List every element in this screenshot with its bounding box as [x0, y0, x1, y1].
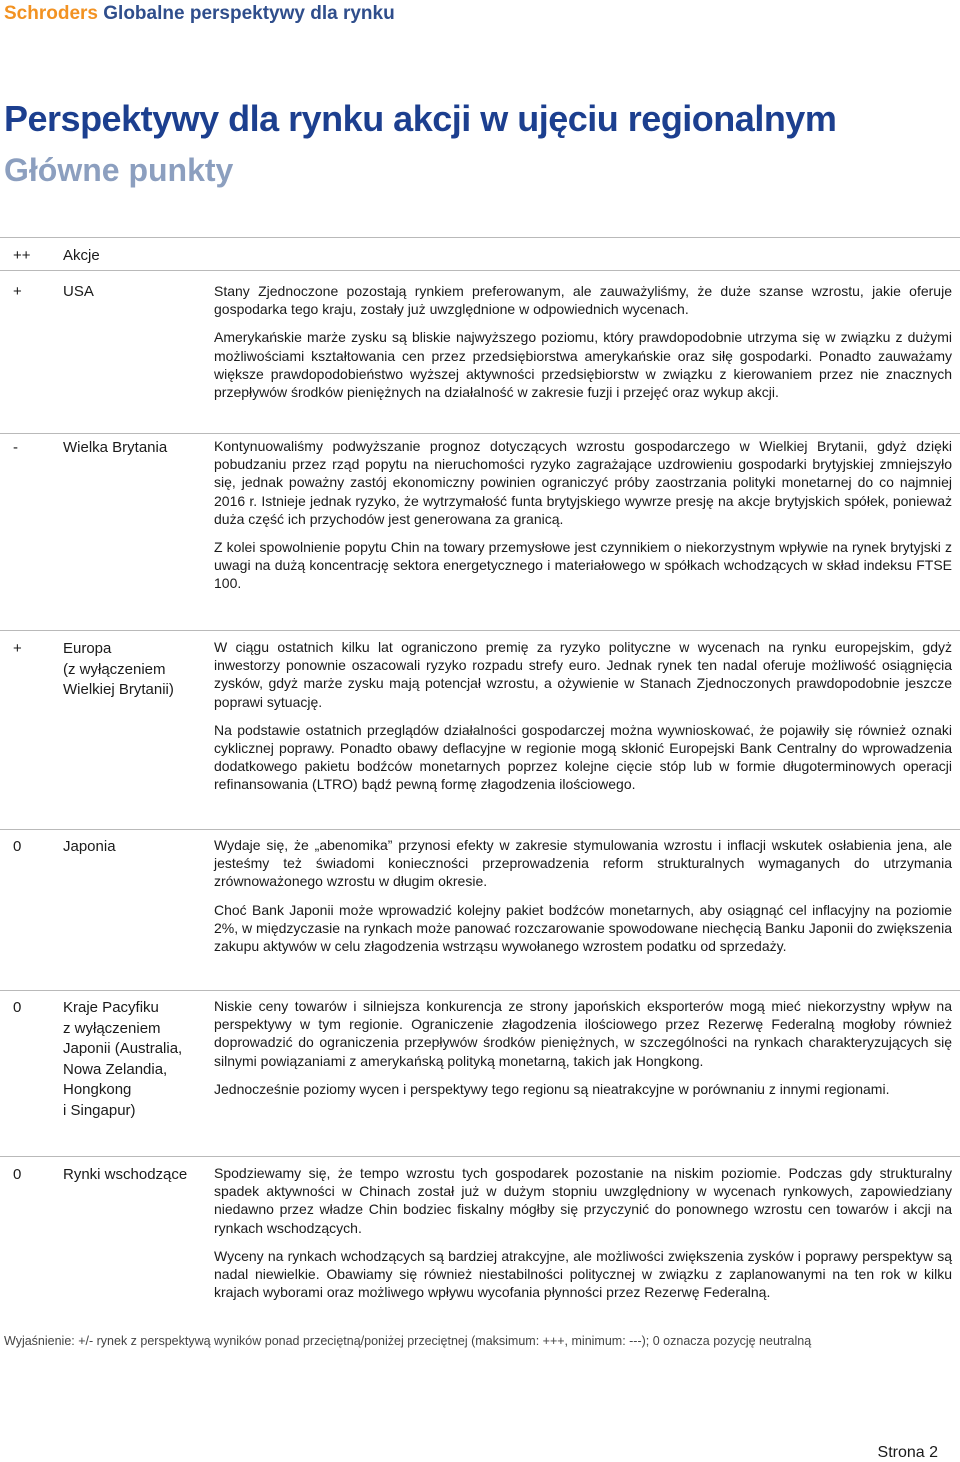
description-emerging-markets [214, 1164, 952, 1301]
paragraph: Choć Bank Japonii może wprowadzić kolejny pakiet bodźców monetarnych, aby osiągnąć cel inflacyjny na poziomie 2%, w międzyczasie na rynkach może panować rozczarowanie spowodowane niechęcią Banku Japonii do zwiększenia zakupu aktywów w celu złagodzenia wstrząsu wywołanego wzrostem podatku od sprzedaży. [214, 901, 952, 955]
paragraph: Spodziewamy się, że tempo wzrostu tych gospodarek pozostanie na niskim poziomie. Podczas gdy strukturalny spadek aktywności w Chinach został już w dużym stopniu uwzględniony w wycenach rynkowych, zapowiedziany niedawno przez władze Chin bodziec fiskalny mógłby się przyczynić do ponownego wzrostu cen towarów i akcji na rynkach wschodzących. [214, 1165, 952, 1236]
region-line: Rynki wschodzące [63, 1166, 188, 1183]
paragraph: Amerykańskie marże zysku są bliskie najwyższego poziomu, który prawdopodobnie utrzyma się w związku z dużymi możliwościami kształtowania cen przez przedsiębiorstwa amerykańskie oraz siłę gospodarki. Ponadto zauważamy większe prawdopodobieństwo wyższej aktywności przedsiębiorstw w związku z kierowaniem przez nie znacznych przepływów środków pieniężnych na działalność w zakresie fuzji i przejęć oraz wykup akcji. [214, 329, 952, 401]
region-japan [63, 837, 208, 858]
rating-uk: - [13, 439, 18, 456]
region-line: z wyłączeniem [63, 1019, 161, 1037]
paragraph: Stany Zjednoczone pozostają rynkiem preferowanym, ale zauważyliśmy, że duże szanse wzrostu, jakie oferuje gospodarka tego kraju, zostały już uwzględnione w odpowiednich wycenach. [214, 283, 952, 318]
paragraph: Wydaje się, że „abenomika” przynosi efekty w zakresie stymulowania wzrostu i inflacji wskutek osłabienia jena, ale jesteśmy też świadomi konieczności przeprowadzenia reform strukturalnych wymaganych do utrzymania zrównoważonego wzrostu w długim okresie. [214, 837, 952, 890]
region-line: (z wyłączeniem [63, 660, 166, 678]
paragraph: W ciągu ostatnich kilku lat ograniczono premię za ryzyko polityczne w wycenach na rynku europejskim, gdyż inwestorzy ponownie oszacowali ryzyko rozpadu strefy euro. Jednak rynek ten nadal oferuje możliwość osiągnięcia zysków, gdyż marże zysku mają potencjał wzrostu, a ożywienie w Stanach Zjednoczonych prawdopodobnie jeszcze poprawi sytuację. [214, 639, 952, 710]
rating-europe: + [13, 640, 22, 657]
header-title: Globalne perspektywy dla rynku [103, 3, 395, 24]
rating-usa: + [13, 283, 22, 300]
region-line: Japonia [63, 838, 116, 855]
description-uk [214, 437, 952, 593]
region-usa [63, 282, 208, 303]
page-subtitle: Główne punkty [4, 152, 234, 188]
rating-japan: 0 [13, 838, 22, 855]
region-line: Wielka Brytania [63, 439, 168, 456]
rating-pacific: 0 [13, 999, 22, 1016]
paragraph: Kontynuowaliśmy podwyższanie prognoz dotyczących wzrostu gospodarczego w Wielkiej Brytanii, gdyż dzięki pobudzaniu przez rząd popytu na nieruchomości ryzyko zagrażające uzdrowieniu gospodarki brytyjskiej zmniejszyło się, jednak poważny zastój ekonomiczny powinien ograniczyć próby zaostrzania polityki monetarnej do co najmniej 2016 r. Istnieje jednak ryzyko, że wytrzymałość funta brytyjskiego wywrze presję na akcje brytyjskich spółek, ponieważ duża część ich przychodów jest generowana za granicą. [214, 438, 952, 527]
table-row-uk [0, 433, 960, 630]
region-line: Kraje Pacyfiku [63, 999, 159, 1016]
brand-name: Schroders [4, 3, 98, 24]
page-title: Perspektywy dla rynku akcji w ujęciu regionalnym [4, 98, 837, 139]
regional-outlook-table [0, 237, 960, 1329]
region-line: Wielkiej Brytanii) [63, 681, 174, 698]
region-line: USA [63, 283, 94, 300]
description-europe [214, 638, 952, 794]
table-row-usa [0, 270, 960, 433]
description-japan [214, 836, 952, 955]
table-header-row [0, 237, 960, 270]
table-row-emerging-markets [0, 1156, 960, 1329]
table-row-pacific [0, 990, 960, 1156]
description-usa [214, 282, 952, 401]
region-line: Europa [63, 640, 112, 657]
region-line: Japonii (Australia, [63, 1040, 183, 1057]
paragraph: Niskie ceny towarów i silniejsza konkurencja ze strony japońskich eksporterów mogą mieć niekorzystny wpływ na perspektywy w tym regionie. Ograniczenie złagodzenia ilościowego przez Rezerwę Federalną mogłoby również doprowadzić do ograniczenia przepływów środków pieniężnych, w szczególności na rynkach charakteryzujących się silnymi powiązaniami z amerykańską polityką monetarną, takich jak Hongkong. [214, 998, 952, 1069]
region-line: Nowa Zelandia, [63, 1060, 168, 1078]
region-europe [63, 639, 208, 701]
rating-emerging-markets: 0 [13, 1166, 22, 1183]
region-line: i Singapur) [63, 1101, 136, 1119]
page-number: Strona 2 [877, 1444, 938, 1461]
paragraph: Z kolei spowolnienie popytu Chin na towary przemysłowe jest czynnikiem o niekorzystnym wpływie na rynek brytyjski z uwagi na dużą koncentrację sektora energetycznego i materiałowego w spółkach wchodzących w skład indeksu FTSE 100. [214, 539, 952, 592]
footnote-legend: Wyjaśnienie: +/- rynek z perspektywą wyników ponad przeciętną/poniżej przeciętnej (maksimum: +++, minimum: ---); 0 oznacza pozycję neutralną [4, 1334, 812, 1348]
table-row-europe [0, 630, 960, 829]
paragraph: Na podstawie ostatnich przeglądów działalności gospodarczej można wywnioskować, że pojawiły się również oznaki cyklicznej poprawy. Ponadto obawy deflacyjne w regionie mogą skłonić Europejski Bank Centralny do wprowadzenia dodatkowego pakietu bodźców monetarnych poprzez kolejne cięcie stóp lub w formie długoterminowych operacji refinansowania (LTRO) bądź pewną formę złagodzenia ilościowego. [214, 721, 952, 793]
region-line: Hongkong [63, 1081, 132, 1098]
region-pacific [63, 998, 208, 1121]
table-row-japan [0, 829, 960, 990]
region-emerging-markets [63, 1165, 208, 1186]
paragraph: Jednocześnie poziomy wycen i perspektywy tego regionu są nieatrakcyjne w porównaniu z innymi regionami. [214, 1080, 890, 1097]
paragraph: Wyceny na rynkach wchodzących są bardziej atrakcyjne, ale możliwości zwiększenia zysków i poprawy perspektyw są nadal niewielkie. Obawiamy się również niestabilności politycznej w związku z zaplanowanymi na ten rok w kilku krajach wyborami oraz możliwego wpływu wycofania płynności przez Rezerwę Federalną. [214, 1247, 952, 1301]
asset-class-label: Akcje [63, 247, 100, 264]
document-header [4, 3, 395, 25]
description-pacific [214, 997, 952, 1098]
asset-class-rating: ++ [13, 247, 31, 264]
region-uk [63, 438, 208, 459]
